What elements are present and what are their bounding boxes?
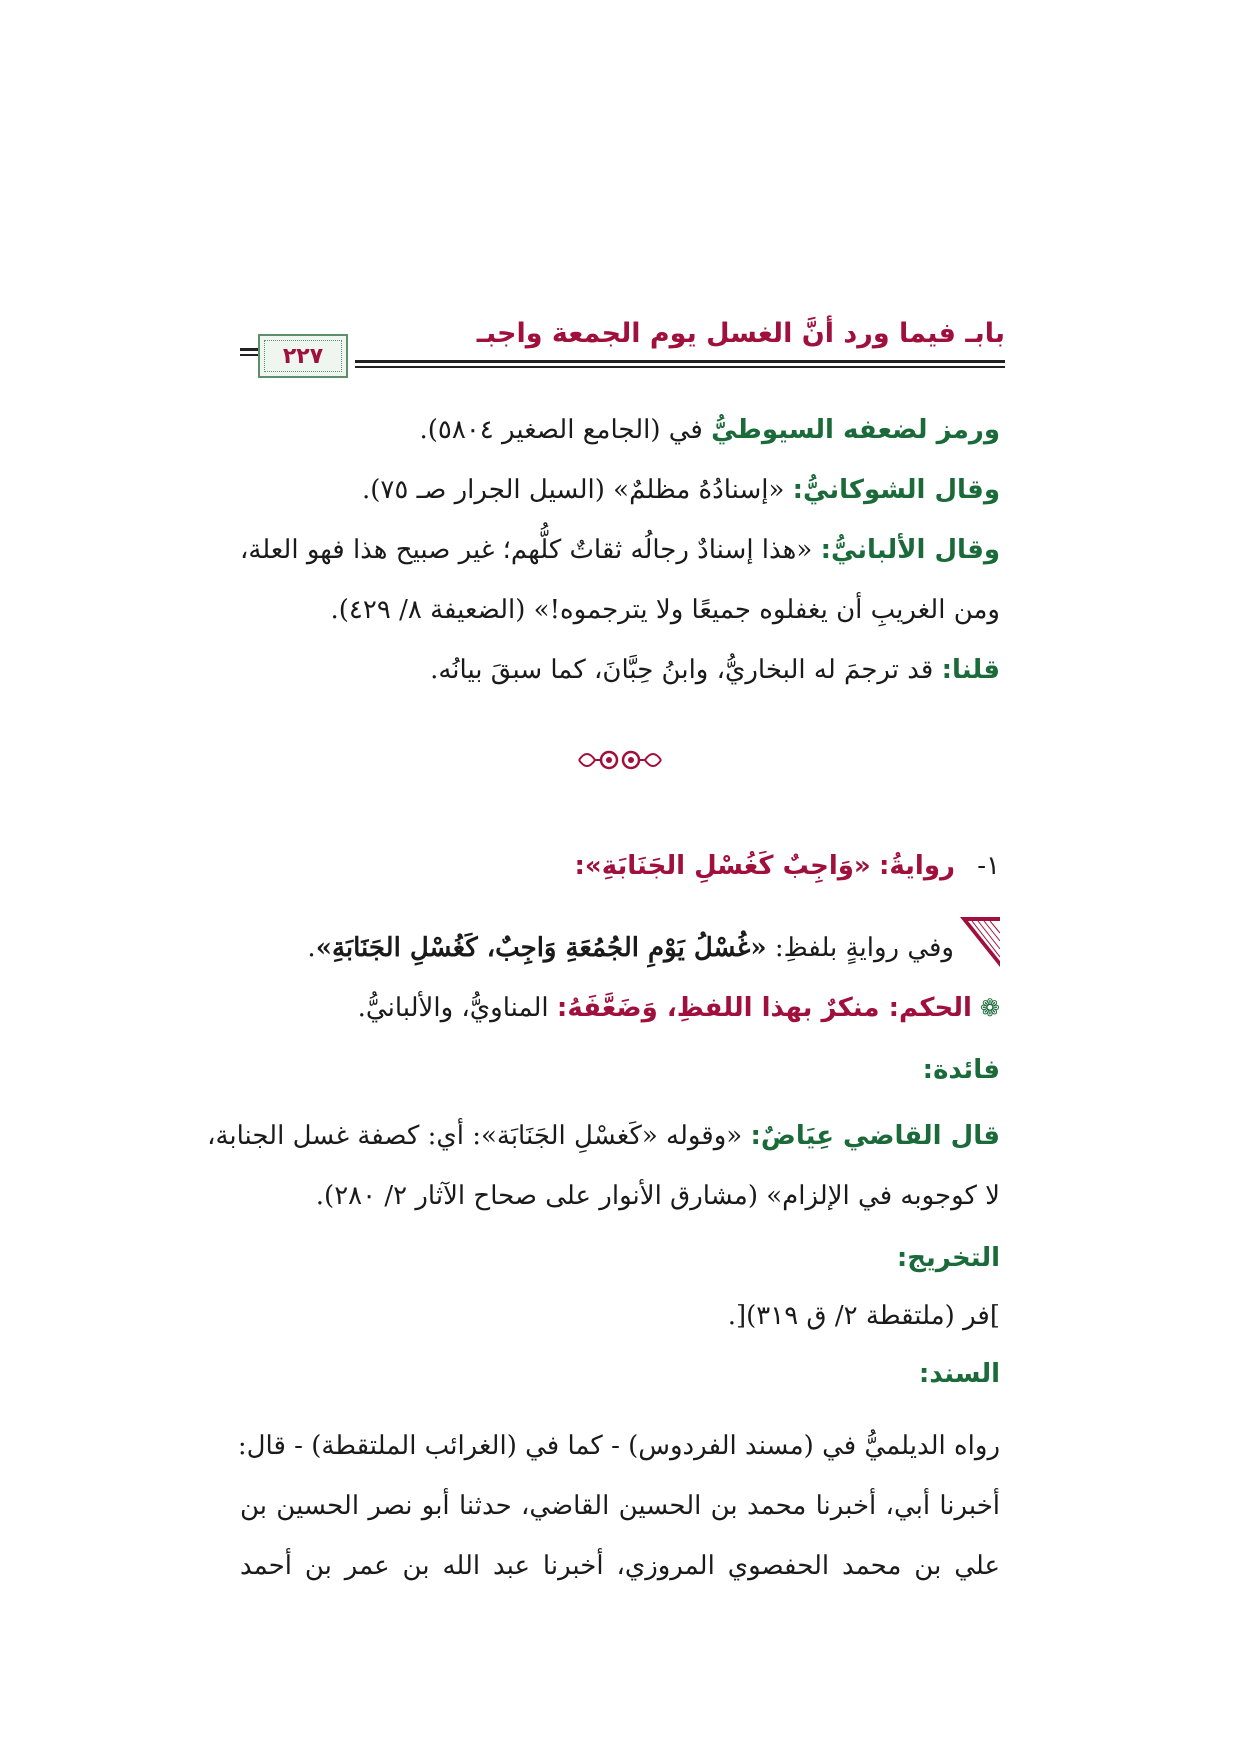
- floral-divider-ornament: [575, 740, 665, 780]
- heading-label: روايةُ:: [879, 851, 955, 881]
- suyuti-label: ورمز لضعفه السيوطيُّ: [711, 415, 1000, 445]
- header-rule-left-bottom: [240, 354, 258, 356]
- qulna-label: قلنا:: [941, 655, 1000, 685]
- line-albani: [240, 532, 1000, 568]
- line-sanad-label: [919, 1356, 1000, 1392]
- line-albani-cont: [331, 592, 1001, 628]
- albani-text-cont: ومن الغريبِ أن يغفلوه جميعًا ولا يترجموه!» (الضعيفة ٨/ ٤٢٩).: [330, 595, 1000, 625]
- flower-bullet-icon: ❁: [979, 994, 1000, 1022]
- section-heading: [575, 848, 1000, 884]
- header-rule-bottom: [355, 366, 1005, 368]
- suyuti-text: في (الجامع الصغير ٥٨٠٤).: [419, 415, 712, 445]
- albani-text: «هذا إسنادٌ رجالُه ثقاتٌ كلُّهم؛ غير صبيح هذا فهو العلة،: [239, 535, 821, 565]
- albani-label: وقال الألبانيُّ:: [820, 535, 1000, 565]
- hukm-verdict: منكرٌ بهذا اللفظِ، وَضَعَّفَهُ:: [556, 993, 889, 1023]
- header-rule-left-top: [240, 348, 258, 351]
- shawkani-text: «إسنادُهُ مظلمٌ» (السيل الجرار صـ ٧٥).: [361, 475, 793, 505]
- corner-decoration-icon: [960, 917, 1000, 967]
- riwaya-quote: «غُسْلُ يَوْمِ الجُمُعَةِ وَاجِبٌ، كَغُسْلِ الجَنَابَةِ»: [315, 933, 767, 963]
- line-takhrij-label: [897, 1240, 1000, 1276]
- line-sanad-2: [240, 1488, 1000, 1524]
- hukm-label: الحكم:: [888, 993, 972, 1023]
- sanad-text-1: رواه الديلميُّ في (مسند الفردوس) - كما في (الغرائب الملتقطة) - قال:: [237, 1431, 1000, 1461]
- line-takhrij: [728, 1298, 1000, 1334]
- qulna-text: قد ترجمَ له البخاريُّ، وابنُ حِبَّانَ، كما سبقَ بيانُه.: [430, 655, 942, 685]
- hukm-text: المناويُّ، والألبانيُّ.: [357, 993, 557, 1023]
- line-shawkani: [362, 472, 1000, 508]
- header-rule-top: [355, 360, 1005, 363]
- line-faida: [923, 1052, 1000, 1088]
- riwaya-prefix: وفي روايةٍ بلفظِ:: [766, 933, 954, 963]
- line-hukm: [358, 990, 1000, 1026]
- page-number: ٢٢٧: [282, 343, 324, 369]
- line-sanad-1: [237, 1428, 1000, 1464]
- iyad-label: قال القاضي عِيَاضٌ:: [750, 1121, 1000, 1151]
- heading-number: ١-: [977, 851, 1000, 881]
- faida-label: فائدة:: [922, 1055, 1000, 1085]
- page-number-box: [258, 334, 348, 378]
- heading-quote: «وَاجِبٌ كَغُسْلِ الجَنَابَةِ»:: [574, 851, 871, 881]
- line-sanad-3: [240, 1548, 1000, 1584]
- sanad-label: السند:: [918, 1359, 1000, 1389]
- chapter-title: بابـ فيما ورد أنَّ الغسل يوم الجمعة واجبـ: [476, 318, 1005, 349]
- riwaya-end: .: [307, 933, 316, 963]
- iyad-text-cont: لا كوجوبه في الإلزام» (مشارق الأنوار على صحاح الآثار ٢/ ٢٨٠).: [315, 1181, 1000, 1211]
- shawkani-label: وقال الشوكانيُّ:: [792, 475, 1000, 505]
- takhrij-text: ]فر (ملتقطة ٢/ ق ٣١٩)[.: [727, 1301, 1000, 1331]
- line-iyad-cont: [316, 1178, 1000, 1214]
- line-suyuti: [419, 412, 1000, 448]
- line-iyad: [207, 1118, 1000, 1154]
- takhrij-label: التخريج:: [896, 1243, 1000, 1273]
- sanad-text-2: أخبرنا أبي، أخبرنا محمد بن الحسين القاضي، حدثنا أبو نصر الحسين بن: [240, 1491, 1000, 1521]
- line-riwaya: [307, 930, 954, 966]
- line-qulna: [430, 652, 1000, 688]
- iyad-text: «وقوله «كَغسْلِ الجَنَابَة»: أي: كصفة غسل الجنابة،: [207, 1121, 751, 1151]
- page-header: [240, 310, 1005, 390]
- sanad-text-3: علي بن محمد الحفصوي المروزي، أخبرنا عبد الله بن عمر بن أحمد: [240, 1551, 1000, 1581]
